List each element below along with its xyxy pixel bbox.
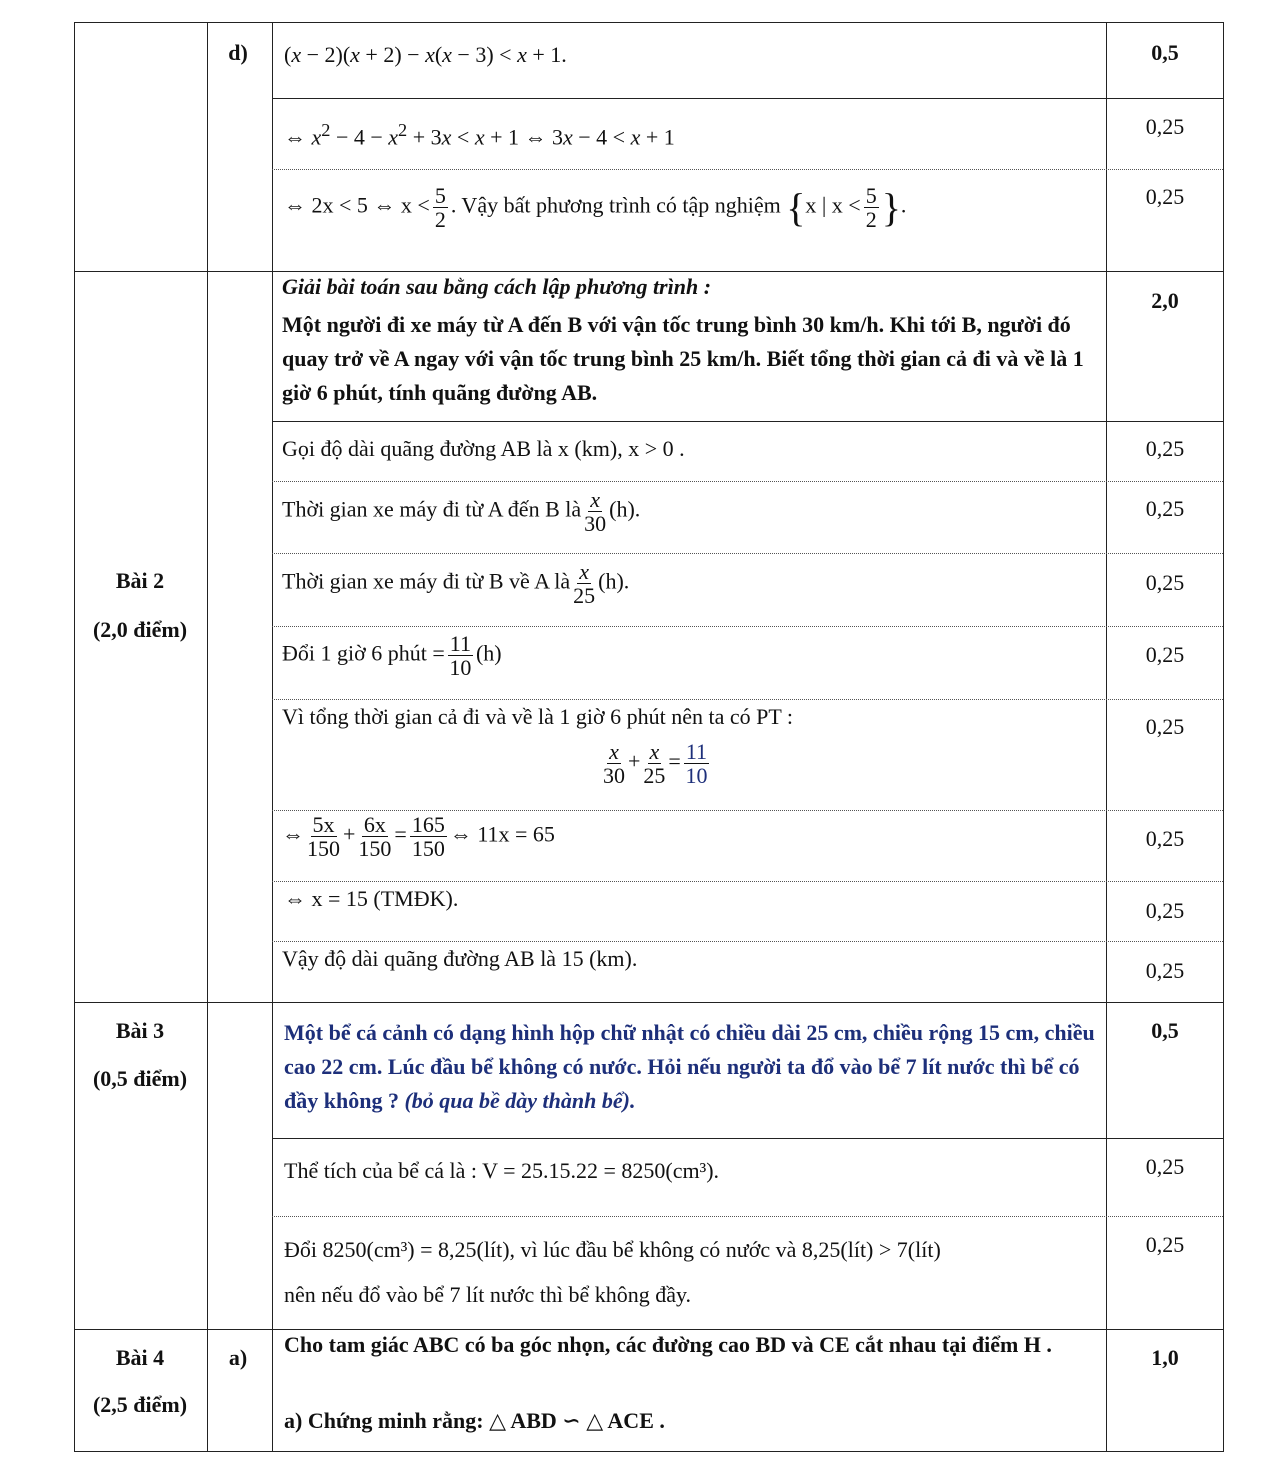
step-text: Vì tổng thời gian cả đi và về là 1 giờ 6 phút nên ta có PT : bbox=[282, 704, 794, 729]
problem-text: Cho tam giác ABC có ba góc nhọn, các đường cao BD và CE cắt nhau tại điểm H . bbox=[284, 1332, 1052, 1357]
score: 0,5 bbox=[1151, 1018, 1179, 1043]
row-divider-dotted bbox=[272, 169, 1223, 170]
score: 2,0 bbox=[1151, 288, 1179, 313]
score: 0,25 bbox=[1145, 898, 1185, 923]
fraction: $\frac{x}{25}$ bbox=[573, 559, 596, 609]
problem-text: Một bể cá cảnh có dạng hình hộp chữ nhật có chiều dài 25 cm, chiều rộng 15 cm, chiều cao 22 cm. Lúc đầu bể không có nước. Hỏi nếu người ta đổ vào bể 7 lít nước thì bể có đầy không ? (bỏ qua bề dày thành bể). bbox=[284, 1020, 1095, 1113]
bai4-label: Bài 4 bbox=[115, 1345, 165, 1370]
part-text: a) Chứng minh rằng: △ ABD ∽ △ ACE . bbox=[284, 1408, 665, 1433]
row-divider-dotted bbox=[272, 553, 1223, 554]
part-label-d: d) bbox=[228, 40, 248, 65]
inequality-statement: (x − 2)(x + 2) − x(x − 3) < x + 1. bbox=[284, 42, 567, 67]
section-divider-bai2 bbox=[75, 271, 1223, 272]
inequality-step-1: ⇔ $x^2 - 4 - x^2 + 3x < x + 1$ ⇔ 3x − 4 < x + 1 bbox=[284, 120, 675, 150]
step-text: Gọi độ dài quãng đường AB là x (km), x > 0 . bbox=[282, 436, 685, 461]
score: 0,25 bbox=[1145, 184, 1185, 209]
bai2-label: Bài 2 bbox=[115, 568, 165, 593]
part-label-a: a) bbox=[228, 1345, 248, 1370]
fraction: $\frac{5}{2}$ bbox=[434, 183, 446, 233]
score: 0,25 bbox=[1145, 826, 1185, 851]
row-divider-dotted bbox=[272, 626, 1223, 627]
bai4-points: (2,5 điểm) bbox=[92, 1392, 188, 1417]
score: 0,25 bbox=[1145, 714, 1185, 739]
bai3-label: Bài 3 bbox=[115, 1018, 165, 1043]
problem-text: Một người đi xe máy từ A đến B với vận tốc trung bình 30 km/h. Khi tới B, người đó quay trở về A ngay với vận tốc trung bình 25 km/h. Biết tổng thời gian cả đi và về là 1 giờ 6 phút, tính quãng đường AB. bbox=[282, 312, 1084, 405]
equation-transformed: ⇔ $\frac{5x}{150}$ + $\frac{6x}{150}$ = $\frac{165}{150}$ ⇔ 11x = 65 bbox=[282, 812, 555, 862]
row-divider-dotted bbox=[272, 881, 1223, 882]
score: 0,25 bbox=[1145, 642, 1185, 667]
row-divider bbox=[272, 1138, 1223, 1139]
row-divider bbox=[272, 421, 1223, 422]
row-divider-dotted bbox=[272, 941, 1223, 942]
equation: $\frac{x}{30}$ + $\frac{x}{25}$ = $\frac{11}{10}$ bbox=[603, 739, 708, 789]
row-divider-dotted bbox=[272, 699, 1223, 700]
column-divider-1 bbox=[207, 23, 208, 1451]
inequality-step-2: ⇔ 2x < 5 ⇔ x < $\frac{5}{2}$ . Vậy bất phương trình có tập nghiệm {x | x < $\frac{5}{2}$ }. bbox=[284, 183, 907, 233]
row-divider-dotted bbox=[272, 810, 1223, 811]
bai3-points: (0,5 điểm) bbox=[92, 1066, 188, 1091]
row-divider bbox=[272, 98, 1223, 99]
fraction: $\frac{11}{10}$ bbox=[449, 631, 472, 681]
fraction: $\frac{x}{30}$ bbox=[584, 487, 607, 537]
column-divider-2 bbox=[272, 23, 273, 1451]
bai2-points: (2,0 điểm) bbox=[92, 617, 188, 642]
problem-note: (bỏ qua bề dày thành bể). bbox=[404, 1088, 636, 1113]
step-text: . Vậy bất phương trình có tập nghiệm bbox=[450, 192, 781, 218]
step-text: Thể tích của bể cá là : V = 25.15.22 = 8250(cm³). bbox=[284, 1158, 720, 1183]
step-fraction-row: Thời gian xe máy đi từ B về A là $\frac{x}{25}$ (h). bbox=[282, 559, 630, 609]
row-divider-dotted bbox=[272, 1216, 1223, 1217]
step-text: nên nếu đổ vào bể 7 lít nước thì bể không đầy. bbox=[284, 1282, 692, 1307]
step-fraction-row: Thời gian xe máy đi từ A đến B là $\frac{x}{30}$ (h). bbox=[282, 487, 641, 537]
score: 1,0 bbox=[1151, 1345, 1179, 1370]
step-fraction-row: Đổi 1 giờ 6 phút = $\frac{11}{10}$ (h) bbox=[282, 631, 502, 681]
step-text: ⇔ x = 15 (TMĐK). bbox=[284, 886, 459, 911]
score: 0,25 bbox=[1145, 1232, 1185, 1257]
step-text: ⇔ 2x < 5 ⇔ x < bbox=[284, 192, 430, 218]
score: 0,25 bbox=[1145, 958, 1185, 983]
section-divider-bai3 bbox=[75, 1002, 1223, 1003]
score: 0,25 bbox=[1145, 1154, 1185, 1179]
score: 0,25 bbox=[1145, 114, 1185, 139]
fraction: $\frac{5}{2}$ bbox=[865, 183, 877, 233]
score: 0,5 bbox=[1151, 40, 1179, 65]
step-text: Vậy độ dài quãng đường AB là 15 (km). bbox=[282, 946, 638, 971]
problem-title: Giải bài toán sau bằng cách lập phương trình : bbox=[282, 274, 712, 299]
set-text: x | x < bbox=[805, 192, 861, 218]
row-divider-dotted bbox=[272, 481, 1223, 482]
score: 0,25 bbox=[1145, 436, 1185, 461]
score: 0,25 bbox=[1145, 496, 1185, 521]
score: 0,25 bbox=[1145, 570, 1185, 595]
step-text: Đổi 8250(cm³) = 8,25(lít), vì lúc đầu bể không có nước và 8,25(lít) > 7(lít) bbox=[284, 1237, 941, 1262]
